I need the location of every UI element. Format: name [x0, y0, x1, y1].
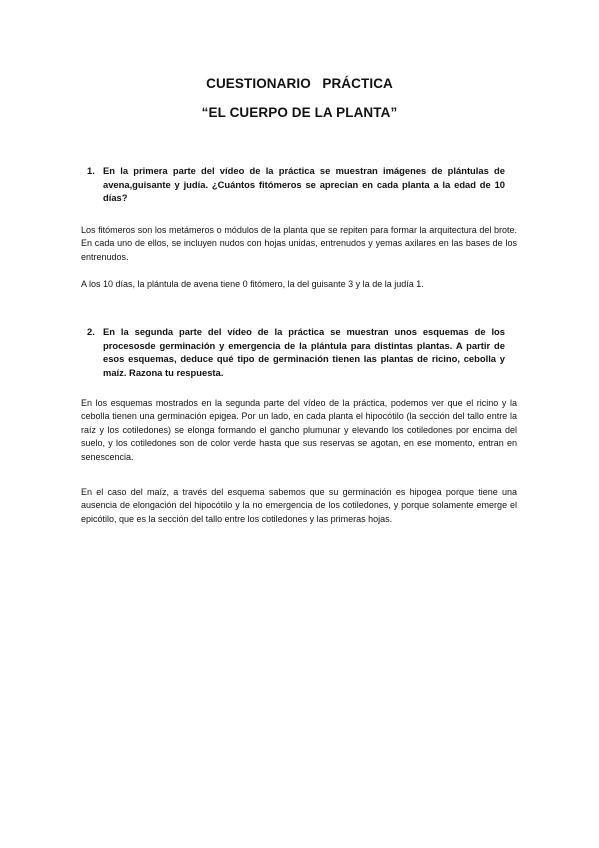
answer-paragraph: Los fitómeros son los metámeros o módulos de la planta que se repiten para formar la arquitectura del brote. En cada uno de ellos, se incluyen nudos con hojas unidas, entrenudos y yemas axilares en las bases de los entrenudos.: [81, 225, 517, 262]
document-subtitle: “EL CUERPO DE LA PLANTA”: [201, 105, 398, 120]
question-1: [87, 164, 505, 205]
question-text: En la primera parte del vídeo de la práctica se muestran imágenes de plántulas de avena,guisante y judía. ¿Cuántos fitómeros se aprecian en cada planta a la edad de 10 días?: [103, 165, 505, 203]
question-number: 2.: [87, 326, 95, 337]
document-title: CUESTIONARIO PRÁCTICA: [206, 76, 393, 91]
answer-paragraph: A los 10 días, la plántula de avena tiene 0 fitómero, la del guisante 3 y la de la judía 1.: [81, 279, 424, 289]
question-text: En la segunda parte del vídeo de la práctica se muestran unos esquemas de los procesosde germinación y emergencia de la plántula para distintas plantas. A partir de esos esquemas, deduce qué tipo de germinación tienen las plantas de ricino, cebolla y maíz. Razona tu respuesta.: [103, 326, 505, 378]
question-number: 1.: [87, 165, 95, 176]
question-2: [87, 325, 505, 379]
answer-paragraph: En el caso del maíz, a través del esquema sabemos que su germinación es hipogea porque tiene una ausencia de elongación del hipocótilo y la no emergencia de los cotiledones, y porque solamente emerge el epicótilo, que es la sección del tallo entre los cotiledones y las primeras hojas.: [81, 487, 517, 524]
answer-paragraph: En los esquemas mostrados en la segunda parte del vídeo de la práctica, podemos ver que el ricino y la cebolla tienen una germinación epigea. Por un lado, en cada planta el hipocótilo (la sección del tallo entre la raíz y los cotiledones) se elonga formando el gancho plumunar y elevando los cotiledones por encima del suelo, y los cotiledones son de color verde hasta que sus reservas se agotan, en ese momento, entran en senescencia.: [81, 398, 517, 462]
